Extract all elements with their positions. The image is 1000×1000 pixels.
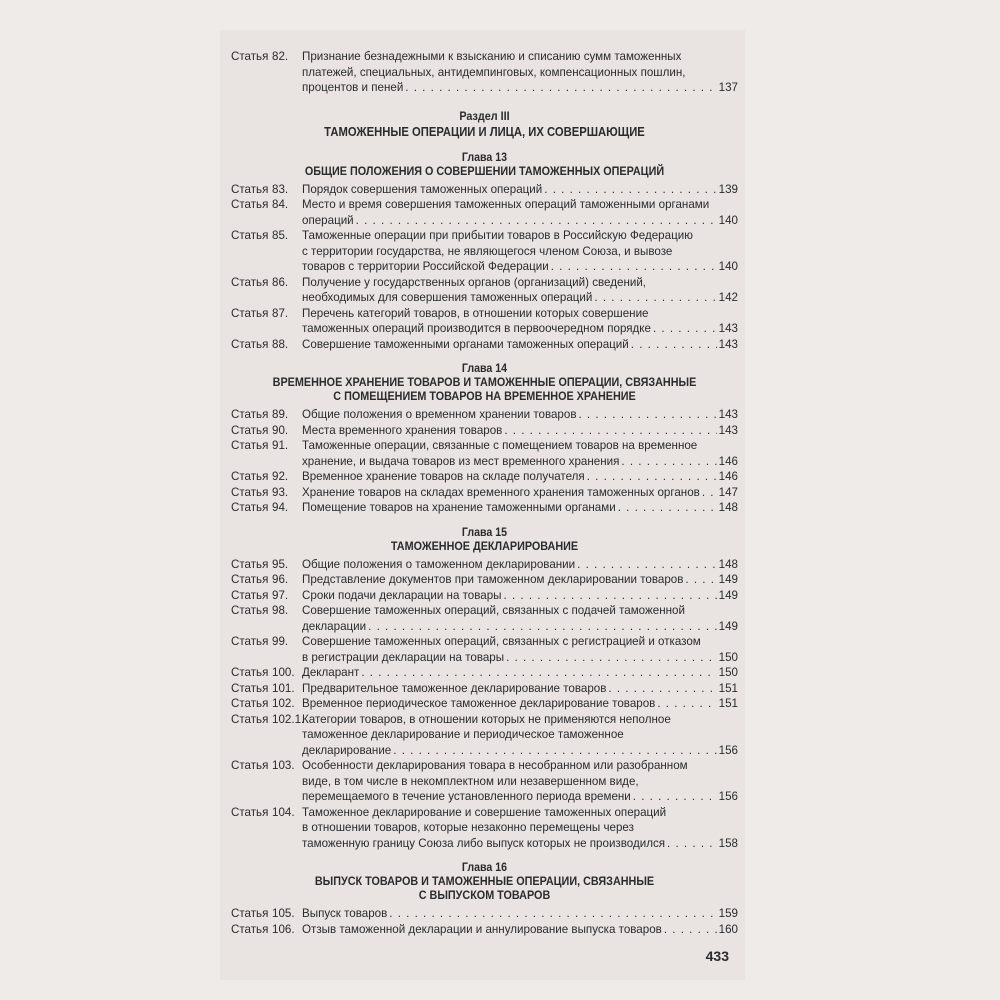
- entry-body: [302, 228, 738, 275]
- entry-title-line: Особенности декларирования товара в несобранном или разобранном: [302, 759, 688, 772]
- entry-label: Статья: [231, 408, 269, 421]
- entry-label: Статья: [231, 306, 269, 320]
- page-number: 433: [705, 948, 729, 964]
- entry-title-line: таможенную границу Союза либо выпуск которых не производился: [302, 836, 666, 850]
- entry-number: 93.: [272, 485, 289, 499]
- entry-page: 146: [718, 470, 738, 483]
- entry-page: 146: [718, 454, 738, 468]
- toc-entry: [231, 758, 738, 805]
- entry-last-line: [302, 485, 738, 501]
- entry-title-line: декларирование: [302, 743, 392, 757]
- entry-last-line: [302, 588, 738, 604]
- entry-page: 156: [718, 790, 738, 803]
- chapter-number: Глава 13: [461, 149, 508, 164]
- entry-title-line: в регистрации декларации на товары: [302, 650, 505, 664]
- entry-label: Статья: [231, 573, 269, 586]
- entry-last-line: [302, 290, 738, 306]
- entry-label: Статья: [231, 439, 269, 452]
- entry-title-line: Представление документов при таможенном декларировании товаров: [302, 573, 684, 586]
- dot-leader: [608, 681, 716, 697]
- section-title: Раздел III: [459, 108, 510, 123]
- entry-last-line: [302, 500, 738, 516]
- entry-number: 83.: [272, 182, 289, 196]
- entry-body: [302, 182, 738, 198]
- dot-leader: [631, 337, 717, 353]
- toc-entry: [231, 588, 738, 604]
- entry-title-line: Общие положения о временном хранении товаров: [302, 408, 577, 421]
- entry-body: [302, 469, 738, 485]
- entry-number: 95.: [272, 557, 289, 571]
- entry-last-line: [302, 650, 738, 666]
- entry-title-line: Временное хранение товаров на складе получателя: [302, 470, 585, 483]
- toc-entry: [231, 438, 738, 469]
- entry-page: 143: [718, 423, 738, 437]
- toc-entry: [231, 197, 738, 228]
- entry-number: 82.: [272, 50, 289, 63]
- chapter-heading: [256, 860, 712, 902]
- entry-number: 85.: [272, 229, 289, 242]
- toc-entry: [231, 337, 738, 353]
- entry-last-line: [302, 619, 738, 635]
- entry-label: Статья: [231, 805, 269, 819]
- entry-last-line: [302, 213, 738, 229]
- entry-title-line: Временное периодическое таможенное декларирование товаров: [302, 697, 656, 710]
- entry-number: 89.: [272, 408, 289, 421]
- entry-title-line: Получение у государственных органов (организаций) сведений,: [302, 275, 647, 289]
- entry-last-line: [302, 182, 738, 198]
- toc-entry: [231, 922, 738, 938]
- entry-title-line: перемещаемого в течение установленного периода времени: [302, 790, 631, 803]
- dot-leader: [368, 619, 717, 635]
- entry-title-line: необходимых для совершения таможенных операций: [302, 291, 593, 304]
- entry-title-line: Общие положения о таможенном декларировании: [302, 557, 576, 571]
- entry-number: 106.: [272, 922, 295, 936]
- chapter-heading: [256, 150, 712, 178]
- chapter-title: С ВЫПУСКОМ ТОВАРОВ: [418, 888, 551, 902]
- entry-body: [302, 588, 738, 604]
- book-page: [220, 30, 745, 980]
- entry-page: 160: [718, 922, 738, 936]
- toc-entry: [231, 634, 738, 665]
- entry-last-line: [302, 922, 738, 938]
- entry-body: [302, 696, 738, 712]
- entry-number: 99.: [272, 635, 289, 648]
- entry-title-line: Категории товаров, в отношении которых не применяются неполное: [302, 712, 671, 726]
- entry-label: Статья: [231, 712, 269, 726]
- entry-label: Статья: [231, 198, 269, 211]
- entry-body: [302, 665, 738, 681]
- entry-last-line: [302, 454, 738, 470]
- dot-leader: [504, 588, 717, 604]
- entry-title-line: Совершение таможенных операций, связанных с регистрацией и отказом: [302, 635, 701, 648]
- entry-title-line: Отзыв таможенной декларации и аннулирование выпуска товаров: [302, 922, 662, 936]
- chapter-title: ТАМОЖЕННОЕ ДЕКЛАРИРОВАНИЕ: [390, 538, 579, 553]
- entry-page: 148: [718, 557, 738, 571]
- entry-page: 140: [718, 213, 738, 227]
- entry-title-line: Места временного хранения товаров: [302, 423, 503, 437]
- entry-page: 149: [718, 573, 738, 586]
- entry-title-line: Совершение таможенными органами таможенных операций: [302, 337, 629, 351]
- entry-page: 150: [718, 650, 738, 664]
- dot-leader: [405, 80, 716, 96]
- entry-last-line: [302, 743, 738, 759]
- entry-last-line: [302, 665, 738, 681]
- entry-number: 94.: [272, 501, 289, 514]
- entry-label: Статья: [231, 337, 269, 351]
- toc-entry: [231, 306, 738, 337]
- entry-title-line: декларации: [302, 619, 367, 633]
- entry-number: 105.: [272, 907, 295, 920]
- entry-last-line: [302, 337, 738, 353]
- entry-title-line: Место и время совершения таможенных операций таможенными органами: [302, 198, 710, 211]
- entry-page: 149: [718, 619, 738, 633]
- toc-entry: [231, 906, 738, 922]
- entry-label: Статья: [231, 485, 269, 499]
- chapter-heading: [256, 525, 712, 553]
- entry-title-line: Сроки подачи декларации на товары: [302, 588, 502, 602]
- section-subtitle: ТАМОЖЕННЫЕ ОПЕРАЦИИ И ЛИЦА, ИХ СОВЕРШАЮЩИЕ: [324, 124, 645, 139]
- chapter-number: Глава 14: [461, 361, 508, 375]
- entry-last-line: [302, 407, 738, 423]
- toc-entry: [231, 423, 738, 439]
- toc-entry: [231, 469, 738, 485]
- entry-number: 102.: [272, 697, 295, 710]
- toc-entry: [231, 485, 738, 501]
- entry-body: [302, 712, 738, 759]
- entry-number: 98.: [272, 604, 289, 617]
- entry-last-line: [302, 681, 738, 697]
- toc-entry: [231, 182, 738, 198]
- entry-label: Статья: [231, 50, 269, 63]
- dot-leader: [702, 485, 717, 501]
- entry-title-line: в отношении товаров, которые незаконно перемещены через: [302, 821, 634, 834]
- dot-leader: [578, 407, 716, 423]
- chapter-heading: [256, 361, 712, 403]
- entry-number: 87.: [272, 306, 289, 320]
- dot-leader: [685, 572, 716, 588]
- entry-label: Статья: [231, 470, 269, 483]
- entry-title-line: операций: [302, 213, 354, 227]
- entry-label: Статья: [231, 588, 269, 602]
- entry-title-line: платежей, специальных, антидемпинговых, компенсационных пошлин,: [302, 65, 686, 79]
- dot-leader: [544, 182, 716, 198]
- entry-body: [302, 438, 738, 469]
- toc-entry: [231, 603, 738, 634]
- dot-leader: [356, 213, 717, 229]
- toc-entry: [231, 805, 738, 852]
- entry-title-line: Таможенное декларирование и совершение таможенных операций: [302, 805, 667, 819]
- entry-label: Статья: [231, 229, 269, 242]
- entry-title-line: Предварительное таможенное декларирование товаров: [302, 681, 607, 695]
- entry-number: 88.: [272, 337, 289, 351]
- dot-leader: [577, 557, 717, 573]
- entry-page: 142: [718, 291, 738, 304]
- dot-leader: [664, 922, 717, 938]
- entry-title-line: виде, в том числе в некомплектном или незавершенном виде,: [302, 774, 639, 788]
- entry-body: [302, 306, 738, 337]
- entry-title-line: Перечень категорий товаров, в отношении которых совершение: [302, 306, 649, 320]
- entry-page: 143: [718, 337, 738, 351]
- entry-page: 143: [718, 322, 738, 335]
- toc-entry: [231, 275, 738, 306]
- entry-label: Статья: [231, 697, 269, 710]
- entry-last-line: [302, 906, 738, 922]
- entry-body: [302, 805, 738, 852]
- entry-last-line: [302, 572, 738, 588]
- entry-last-line: [302, 80, 738, 96]
- entry-page: 159: [718, 907, 738, 920]
- entry-last-line: [302, 321, 738, 337]
- toc-entry: [231, 712, 738, 759]
- dot-leader: [633, 789, 717, 805]
- entry-page: 149: [718, 588, 738, 602]
- entry-title-line: Совершение таможенных операций, связанных с подачей таможенной: [302, 604, 685, 617]
- entry-body: [302, 603, 738, 634]
- toc-entry: [231, 49, 738, 96]
- entry-label: Статья: [231, 681, 269, 695]
- entry-body: [302, 423, 738, 439]
- dot-leader: [621, 454, 716, 470]
- entry-title-line: таможенное декларирование и периодическое таможенное: [302, 728, 624, 741]
- entry-last-line: [302, 259, 738, 275]
- entry-page: 137: [718, 81, 738, 94]
- entry-title-line: товаров с территории Российской Федерации: [302, 260, 549, 273]
- entry-body: [302, 485, 738, 501]
- entry-title-line: хранение, и выдача товаров из мест временного хранения: [302, 454, 620, 468]
- entry-body: [302, 634, 738, 665]
- entry-label: Статья: [231, 922, 269, 936]
- entry-body: [302, 337, 738, 353]
- entry-body: [302, 906, 738, 922]
- dot-leader: [594, 290, 716, 306]
- entry-body: [302, 681, 738, 697]
- entry-body: [302, 572, 738, 588]
- chapter-title: С ПОМЕЩЕНИЕМ ТОВАРОВ НА ВРЕМЕННОЕ ХРАНЕНИЕ: [333, 389, 636, 403]
- section-heading: [256, 108, 712, 141]
- chapter-number: Глава 15: [461, 524, 508, 539]
- entry-page: 156: [718, 743, 738, 757]
- entry-label: Статья: [231, 604, 269, 617]
- entry-body: [302, 500, 738, 516]
- entry-label: Статья: [231, 635, 269, 648]
- entry-body: [302, 407, 738, 423]
- entry-last-line: [302, 423, 738, 439]
- entry-number: 92.: [272, 470, 289, 483]
- dot-leader: [393, 743, 716, 759]
- chapter-title: ВЫПУСК ТОВАРОВ И ТАМОЖЕННЫЕ ОПЕРАЦИИ, СВЯЗАННЫЕ: [314, 874, 655, 888]
- entry-page: 147: [718, 485, 738, 499]
- entry-title-line: процентов и пеней: [302, 81, 404, 94]
- entry-label: Статья: [231, 759, 269, 772]
- entry-last-line: [302, 469, 738, 485]
- dot-leader: [667, 836, 717, 852]
- toc-entry: [231, 696, 738, 712]
- entry-page: 143: [718, 408, 738, 421]
- chapter-number: Глава 16: [461, 860, 508, 874]
- table-of-contents: [231, 49, 738, 937]
- entry-number: 84.: [272, 198, 289, 211]
- dot-leader: [504, 423, 716, 439]
- entry-label: Статья: [231, 182, 269, 196]
- entry-body: [302, 557, 738, 573]
- entry-body: [302, 275, 738, 306]
- entry-page: 151: [718, 681, 738, 695]
- entry-title-line: Порядок совершения таможенных операций: [302, 182, 543, 196]
- entry-number: 91.: [272, 439, 289, 452]
- entry-page: 151: [718, 697, 738, 710]
- entry-number: 86.: [272, 275, 289, 289]
- entry-title-line: Таможенные операции, связанные с помещением товаров на временное: [302, 439, 698, 452]
- toc-entry: [231, 407, 738, 423]
- entry-label: Статья: [231, 423, 269, 437]
- entry-title-line: Декларант: [302, 666, 360, 679]
- entry-title-line: Помещение товаров на хранение таможенными органами: [302, 501, 616, 514]
- entry-last-line: [302, 836, 738, 852]
- entry-title-line: Таможенные операции при прибытии товаров в Российскую Федерацию: [302, 229, 693, 242]
- chapter-title: ОБЩИЕ ПОЛОЖЕНИЯ О СОВЕРШЕНИИ ТАМОЖЕННЫХ ОПЕРАЦИЙ: [304, 163, 665, 178]
- dot-leader: [361, 665, 716, 681]
- entry-number: 103.: [272, 759, 295, 772]
- entry-body: [302, 197, 738, 228]
- entry-number: 104.: [272, 805, 295, 819]
- entry-title-line: Выпуск товаров: [302, 907, 388, 920]
- entry-title-line: с территории государства, не являющегося членом Союза, и вывозе: [302, 244, 673, 258]
- entry-page: 150: [718, 666, 738, 679]
- dot-leader: [389, 906, 716, 922]
- dot-leader: [653, 321, 717, 337]
- chapter-title: ВРЕМЕННОЕ ХРАНЕНИЕ ТОВАРОВ И ТАМОЖЕННЫЕ ОПЕРАЦИИ, СВЯЗАННЫЕ: [272, 375, 697, 389]
- entry-label: Статья: [231, 907, 269, 920]
- entry-page: 140: [718, 260, 738, 273]
- entry-last-line: [302, 789, 738, 805]
- dot-leader: [657, 696, 716, 712]
- entry-page: 158: [718, 836, 738, 850]
- entry-page: 139: [718, 182, 738, 196]
- toc-entry: [231, 665, 738, 681]
- entry-label: Статья: [231, 666, 269, 679]
- entry-number: 101.: [272, 681, 295, 695]
- entry-number: 97.: [272, 588, 289, 602]
- entry-title-line: Признание безнадежными к взысканию и списанию сумм таможенных: [302, 50, 682, 63]
- entry-title-line: Хранение товаров на складах временного хранения таможенных органов: [302, 485, 700, 499]
- entry-title-line: таможенных операций производится в первоочередном порядке: [302, 322, 651, 335]
- dot-leader: [506, 650, 717, 666]
- entry-page: 148: [718, 501, 738, 514]
- entry-body: [302, 922, 738, 938]
- dot-leader: [587, 469, 717, 485]
- entry-last-line: [302, 557, 738, 573]
- entry-label: Статья: [231, 557, 269, 571]
- toc-entry: [231, 500, 738, 516]
- entry-last-line: [302, 696, 738, 712]
- entry-number: 90.: [272, 423, 289, 437]
- entry-label: Статья: [231, 501, 269, 514]
- dot-leader: [618, 500, 717, 516]
- entry-number: 102.1.: [272, 712, 305, 726]
- entry-number: 96.: [272, 573, 289, 586]
- entry-number: 100.: [272, 666, 295, 679]
- toc-entry: [231, 228, 738, 275]
- toc-entry: [231, 572, 738, 588]
- toc-entry: [231, 557, 738, 573]
- dot-leader: [551, 259, 717, 275]
- entry-body: [302, 758, 738, 805]
- toc-entry: [231, 681, 738, 697]
- entry-label: Статья: [231, 275, 269, 289]
- entry-body: [302, 49, 738, 96]
